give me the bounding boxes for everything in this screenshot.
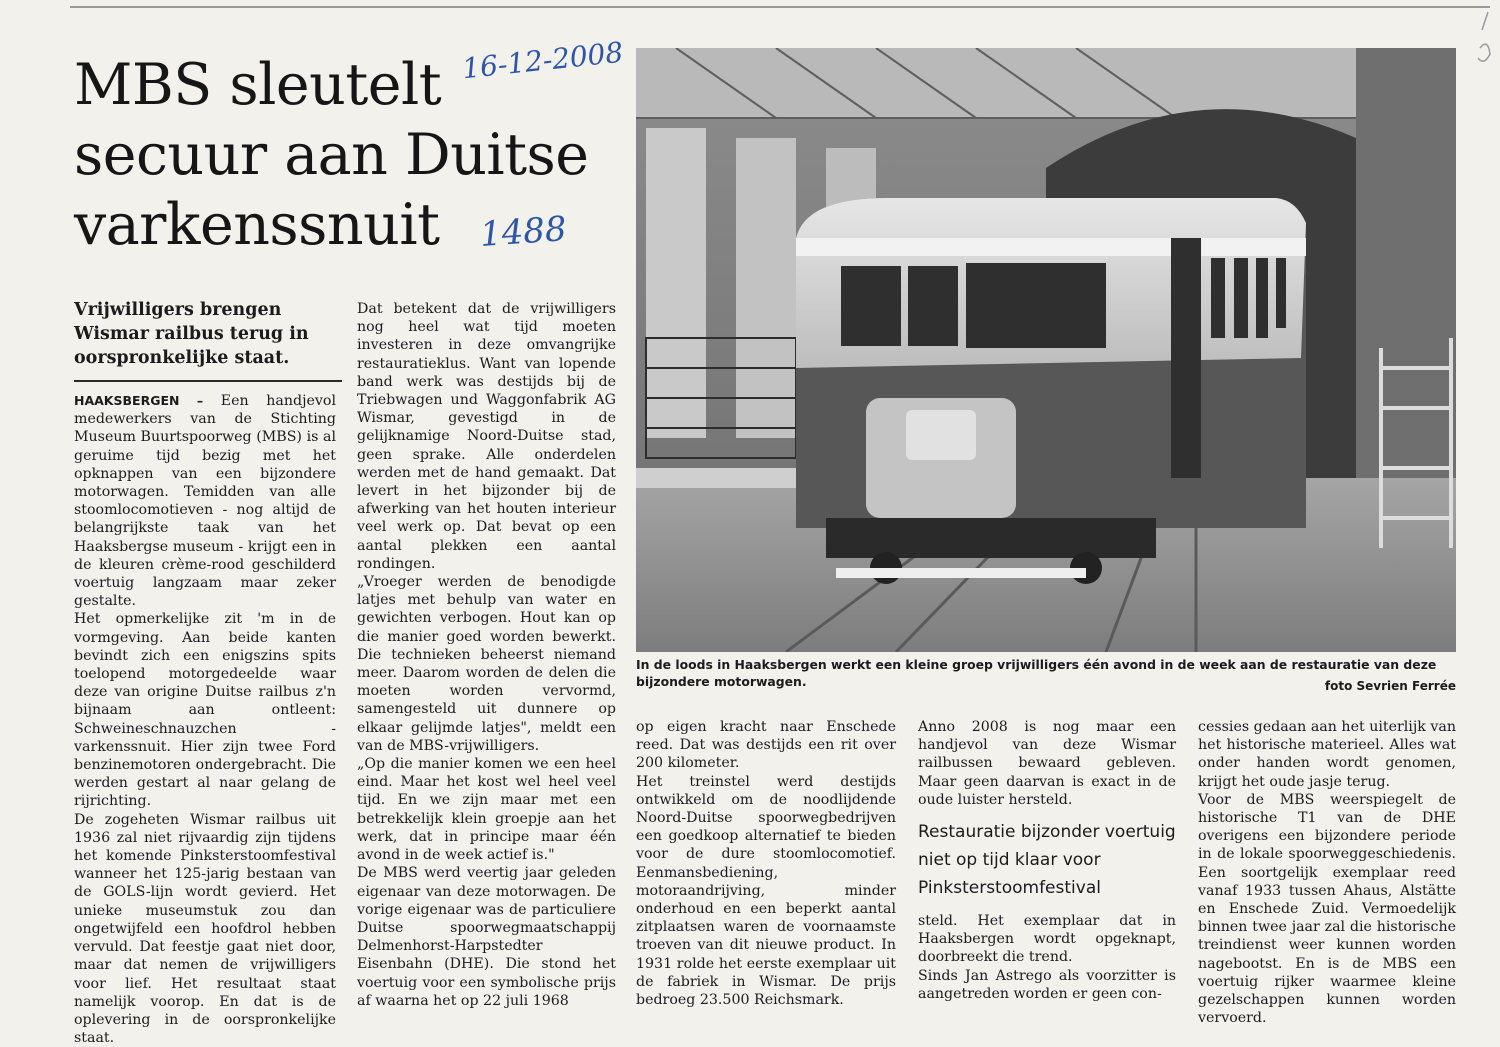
- paragraph: [74, 392, 336, 610]
- column-3: [636, 718, 896, 1009]
- paragraph: De zogeheten Wismar railbus uit 1936 zal niet rijvaardig zijn tijdens het komende Pinksterstoomfestival wanneer het 125-jarig bestaan van de GOLS-lijn wordt gevierd. Het unieke museumstuk zou dan ongetwijfeld een hoofdrol hebben vervuld. Dat feestje gaat niet door, maar dat nemen de vrijwilligers voor lief. Het resultaat staat namelijk voorop. En dat is de oplevering in de oorspronkelijke staat.: [74, 811, 336, 1047]
- photo-credit: foto Sevrien Ferrée: [1324, 679, 1456, 693]
- column-2: [357, 300, 616, 1010]
- dateline: HAAKSBERGEN –: [74, 393, 204, 408]
- column-4-bottom: [918, 912, 1176, 1003]
- headline-line-2: secuur aan Duitse: [74, 122, 589, 188]
- column-1: [74, 392, 336, 1047]
- headline-line-3: varkenssnuit: [74, 192, 440, 258]
- headline: [74, 50, 634, 260]
- paragraph: Sinds Jan Astrego als voorzitter is aangetreden worden er geen con-: [918, 967, 1176, 1002]
- paragraph: Anno 2008 is nog maar een handjevol van deze Wismar railbussen bewaard gebleven. Maar geen daarvan is exact in de oude luister hersteld.: [918, 719, 1176, 808]
- paragraph: Het treinstel werd destijds ontwikkeld om de noodlijdende Noord-Duitse spoorwegbedrijven een goedkoop alternatief te bieden voor de dure stoomlocomotief. Eenmansbediening, motoraandrijving, minder onderhoud en een beperkt aantal zitplaatsen waren de voornaamste troeven van dit nieuwe product. In 1931 rolde het eerste exemplaar uit de fabriek in Wismar. De prijs bedroeg 23.500 Reichsmark.: [636, 773, 896, 1009]
- paragraph: „Op die manier komen we een heel eind. Maar het kost wel heel veel tijd. En we zijn maar met een betrekkelijk klein groepje aan het werk, dat in principe maar één avond in de week actief is.": [357, 756, 616, 864]
- subhead: Restauratie bijzonder voertuig niet op tijd klaar voor Pinksterstoomfestival: [918, 822, 1176, 898]
- headline-line-1: MBS sleutelt: [74, 52, 442, 118]
- paragraph: cessies gedaan aan het uiterlijk van het historische materieel. Alles wat onder handen wordt genomen, krijgt het oude jasje terug.: [1198, 719, 1456, 790]
- kicker-rule: [74, 380, 342, 382]
- railbus-photo: [636, 48, 1456, 652]
- paragraph: De MBS werd veertig jaar geleden eigenaar van deze motorwagen. De vorige eigenaar was de particuliere Duitse spoorwegmaatschappij Delmenhorst-Harpstedter Eisenbahn (DHE). Die stond het voertuig voor een symbolische prijs af waarna het op 22 juli 1968: [357, 865, 616, 1009]
- paragraph: steld. Het exemplaar dat in Haaksbergen wordt opgeknapt, doorbreekt die trend.: [918, 913, 1176, 966]
- handwritten-number: 1488: [478, 209, 568, 255]
- photo-caption: In de loods in Haaksbergen werkt een kleine groep vrijwilligers één avond in de week aan de restauratie van deze bijzondere motorwagen.: [636, 657, 1437, 689]
- handwritten-mark: [1474, 8, 1496, 68]
- paragraph: Dat betekent dat de vrijwilligers nog heel wat tijd moeten investeren in deze omvangrijke restauratieklus. Want van lopende band werk was destijds bij de Triebwagen und Waggonfabrik AG Wismar, gevestigd in de gelijknamige Noord-Duitse stad, geen sprake. Alle onderdelen werden met de hand gemaakt. Dat levert in het bijzonder bij de afwerking van het houten interieur veel werk op. Dat bevat op een aantal plekken een aantal rondingen.: [357, 301, 616, 572]
- paragraph: Voor de MBS weerspiegelt de historische T1 van de DHE overigens een bijzondere periode in de lokale spoorweggeschiedenis. Een soortgelijk exemplaar reed vanaf 1933 tussen Ahaus, Alstätte en Enschede Zuid. Vermoedelijk binnen twee jaar zal die historische treindienst weer kunnen worden nagebootst. En is de MBS een voertuig rijker waarmee kleine gezelschappen kunnen worden vervoerd.: [1198, 791, 1456, 1027]
- page-top-rule: [70, 6, 1490, 8]
- paragraph: op eigen kracht naar Enschede reed. Dat was destijds een rit over 200 kilometer.: [636, 719, 896, 772]
- paragraph: Het opmerkelijke zit 'm in de vormgeving. Aan beide kanten bevindt zich een enigszins spits toelopend motorgedeelde waar deze van origine Duitse railbus z'n bijnaam aan ontleent: Schweineschnauzchen - varkenssnuit. Hier zijn twee Ford benzinemotoren ondergebracht. Die werden gestart al naar gelang de rijrichting.: [74, 611, 336, 810]
- handwritten-date: 16-12-2008: [460, 35, 625, 86]
- paragraph: „Vroeger werden de benodigde latjes met behulp van water en gewichten verbogen. Hout kan op die manier goed worden bewerkt. Die technieken beheerst niemand meer. Daarom worden de delen die moeten worden vervormd, samengesteld uit dunnere op elkaar gelijmde latjes", meldt een van de MBS-vrijwilligers.: [357, 574, 616, 754]
- paragraph-text: Een handjevol medewerkers van de Stichting Museum Buurtspoorweg (MBS) is al geruime tijd bezig met het opknappen van een bijzondere motorwagen. Temidden van alle stoomlocomotieven - nog altijd de belangrijkste taak van het Haaksbergse museum - krijgt een in de kleuren crème-rood geschilderd voertuig langzaam maar zeker gestalte.: [74, 393, 336, 610]
- column-4-top: [918, 718, 1176, 809]
- column-5: [1198, 718, 1456, 1027]
- kicker: Vrijwilligers brengen Wismar railbus terug in oorspronkelijke staat.: [74, 300, 309, 368]
